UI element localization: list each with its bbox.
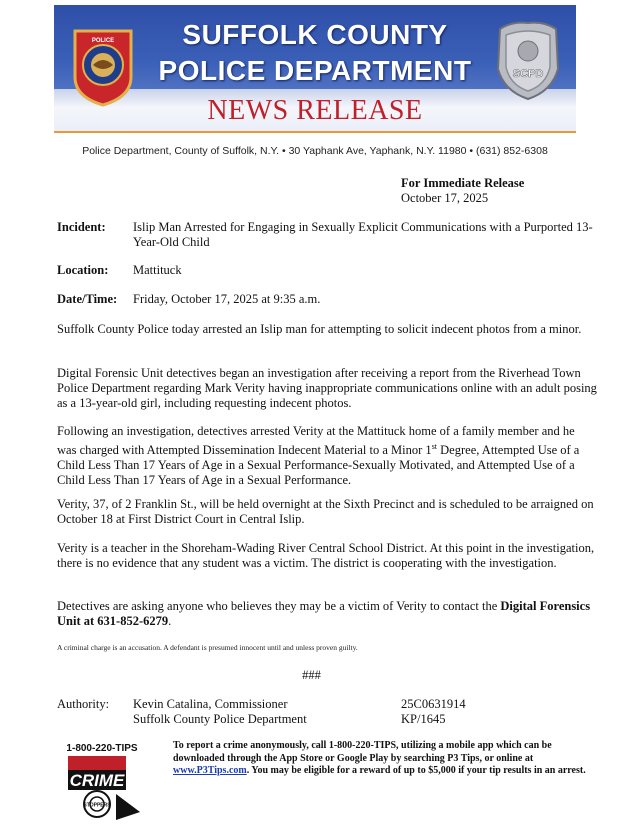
release-date: October 17, 2025 [401,191,489,205]
immediate-release-label: For Immediate Release [401,176,525,190]
agency-name-line1: SUFFOLK COUNTY [182,19,448,50]
charges-superscript: st [431,442,438,451]
kp-number: KP/1645 [401,712,446,726]
tip-text-a: To report a crime anonymously, call 1-800-220-TIPS, utilizing a mobile app which can be downloaded through the App Store or Google Play by searching P3 Tips, or online at [173,740,552,764]
paragraph-charges [57,424,597,488]
end-mark: ### [302,668,321,682]
agency-name-line2: POLICE DEPARTMENT [158,55,472,86]
contact-end: . [168,614,172,628]
department-name: Suffolk County Police Department [133,712,307,726]
svg-text:POLICE: POLICE [91,38,115,44]
location-label: Location: [57,263,109,277]
paragraph-investigation: Digital Forensic Unit detectives began an investigation after receiving a report from the Riverhead Town Police Department regarding Mark Verity having inappropriate communications online with an adult posing as a 13-year-old girl, including requesting indecent photos. [57,366,597,410]
release-block [401,176,524,206]
commissioner-name: Kevin Catalina, Commissioner [133,697,288,711]
header-banner [54,5,576,133]
paragraph-contact [57,599,597,629]
case-number: 25C0631914 [401,697,466,711]
authority-names [133,697,307,727]
crime-stoppers-logo [62,742,142,822]
location-value: Mattituck [133,263,182,277]
charges-text-b: Degree, Attempted Use of a Child Less Than 17 Years of Age in a Sexual Performance-Sexually Motivated, and Attempted Use of a Child Less Than 17 Years of Age in a Sexual Performance. [57,443,580,488]
case-numbers [401,697,466,727]
crime-logo-sub: STOPPERS [83,802,111,809]
anonymous-tip-notice [173,740,588,778]
paragraph-arraignment: Verity, 37, of 2 Franklin St., will be held overnight at the Sixth Precinct and is scheduled to be arraigned on October 18 at First District Court in Central Islip. [57,497,594,526]
charges-text-a: Following an investigation, detectives arrested Verity at the Mattituck home of a family member and he was charged with Attempted Dissemination Indecent Material to a Minor 1 [57,424,575,458]
datetime-value: Friday, October 17, 2025 at 9:35 a.m. [133,292,321,306]
p3tips-link[interactable]: www.P3Tips.com [173,765,247,776]
contact-unit-phone: Digital Forensics Unit at 631-852-6279 [57,599,591,628]
tip-text-b: . You may be eligible for a reward of up to $5,000 if your tip results in an arrest. [246,765,586,776]
datetime-label: Date/Time: [57,292,118,306]
authority-label: Authority: [57,697,110,711]
news-release-heading: NEWS RELEASE [207,95,423,126]
disclaimer: A criminal charge is an accusation. A defendant is presumed innocent until and unless proven guilty. [57,643,358,652]
police-badge-icon [492,19,564,101]
incident-label: Incident: [57,220,106,234]
crime-stoppers-phone: 1-800-220-TIPS [66,743,138,754]
department-address: Police Department, County of Suffolk, N.Y. • 30 Yaphank Ave, Yaphank, N.Y. 11980 • (631) 852-6308 [82,145,548,157]
paragraph-school: Verity is a teacher in the Shoreham-Wading River Central School District. At this point in the investigation, there is no evidence that any student was a victim. The district is cooperating with the investigation. [57,541,595,570]
banner-orange-rule [54,131,576,133]
crime-logo-word: CRIME [69,771,125,790]
contact-text: Detectives are asking anyone who believes they may be a victim of Verity to contact the [57,599,501,613]
paragraph-arrest: Suffolk County Police today arrested an Islip man for attempting to solicit indecent photos from a minor. [57,322,582,336]
incident-value: Islip Man Arrested for Engaging in Sexually Explicit Communications with a Purported 13-Year-Old Child [133,220,593,249]
badge-label: SCPD [512,68,544,80]
